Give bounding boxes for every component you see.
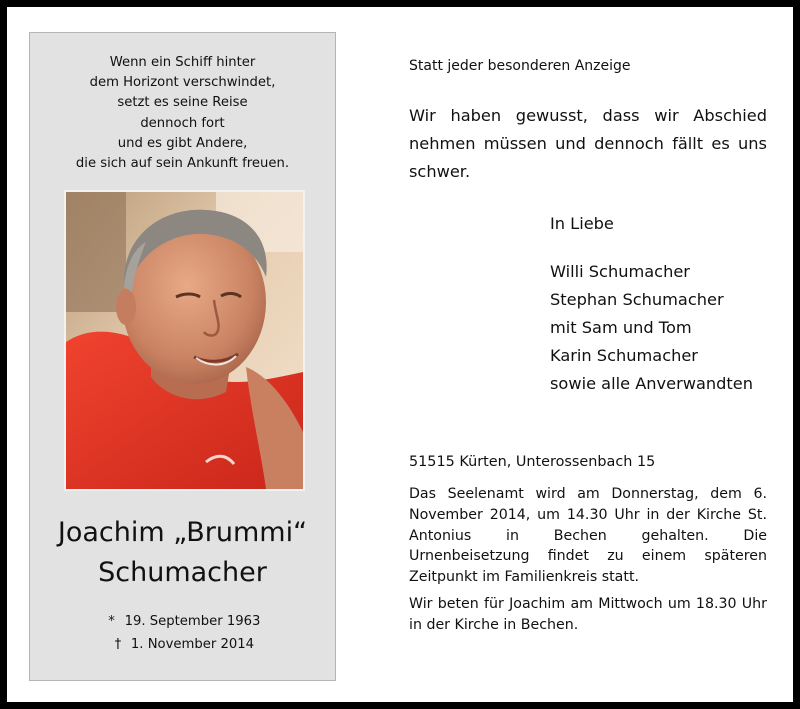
name-line: Schumacher bbox=[98, 557, 267, 588]
mourner-name: mit Sam und Tom bbox=[550, 318, 692, 337]
poem-line: und es gibt Andere, bbox=[117, 135, 248, 151]
lead-text: Wir haben gewusst, dass wir Abschied nehmen müssen und dennoch fällt es uns schwer. bbox=[409, 106, 767, 181]
death-date: 1. November 2014 bbox=[130, 637, 255, 652]
service-paragraph: Das Seelenamt wird am Donnerstag, dem 6. November 2014, um 14.30 Uhr in der Kirche St. Antonius in Bechen gehalten. Die Urnenbeisetzung findet zu einem späteren Zeitpunkt im Familienkreis statt. bbox=[409, 486, 767, 586]
name-line: Joachim „Brummi“ bbox=[57, 517, 308, 548]
mourner-name: sowie alle Anverwandten bbox=[550, 374, 753, 393]
death-cross-icon: † bbox=[114, 637, 122, 652]
birth-star-icon: * bbox=[108, 614, 115, 629]
poem-line: dennoch fort bbox=[140, 115, 225, 131]
address: 51515 Kürten, Unterossenbach 15 bbox=[409, 454, 656, 470]
portrait-photo bbox=[64, 190, 305, 491]
poem-line: Wenn ein Schiff hinter bbox=[109, 55, 256, 70]
deceased-name bbox=[30, 513, 335, 593]
life-dates bbox=[30, 610, 335, 656]
service-info bbox=[409, 484, 767, 642]
notice-heading: Statt jeder besonderen Anzeige bbox=[409, 58, 631, 74]
poem-line: dem Horizont verschwindet, bbox=[89, 75, 276, 91]
memorial-panel bbox=[29, 32, 336, 681]
signoff bbox=[550, 210, 753, 398]
mourner-name: Willi Schumacher bbox=[550, 262, 690, 281]
poem bbox=[30, 53, 335, 174]
death-date-row bbox=[30, 633, 335, 656]
prayer-paragraph: Wir beten für Joachim am Mittwoch um 18.30 Uhr in der Kirche in Bechen. bbox=[409, 595, 767, 633]
birth-date-row bbox=[30, 610, 335, 633]
in-love-line: In Liebe bbox=[550, 214, 614, 233]
mourner-name: Karin Schumacher bbox=[550, 346, 698, 365]
spacer bbox=[550, 238, 753, 258]
poem-line: setzt es seine Reise bbox=[117, 95, 248, 111]
poem-line: die sich auf sein Ankunft freuen. bbox=[75, 156, 290, 172]
mourner-name: Stephan Schumacher bbox=[550, 290, 724, 309]
birth-date: 19. September 1963 bbox=[124, 614, 261, 629]
